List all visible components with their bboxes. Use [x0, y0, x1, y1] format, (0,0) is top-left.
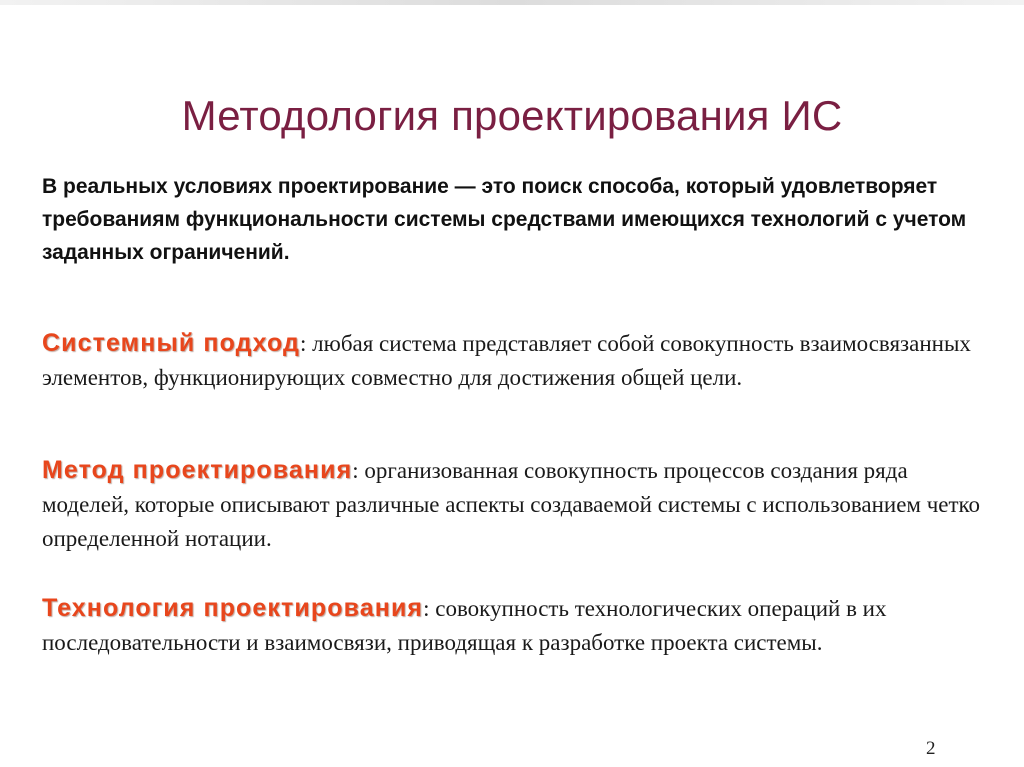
definition-term: Системный подход: [42, 329, 301, 357]
definition-design-technology: [42, 591, 992, 660]
intro-paragraph: В реальных условиях проектирование — это поиск способа, который удовлетворяет требованиям функциональности системы средствами имеющихся технологий с учетом заданных ограничений.: [42, 175, 967, 264]
definition-text: : организованная совокупность процессов создания ряда моделей, которые описывают различные аспекты создаваемой системы с использованием четко определенной нотации.: [42, 458, 981, 551]
page-number: 2: [926, 738, 936, 759]
slide-top-border: [0, 0, 1024, 5]
definition-design-method: [42, 453, 992, 556]
definition-term: Метод проектирования: [42, 456, 353, 484]
definition-term: Технология проектирования: [42, 594, 424, 622]
definition-text: : совокупность технологических операций в их последовательности и взаимосвязи, приводящая к разработке проекта системы.: [42, 596, 887, 655]
definition-systems-approach: [42, 326, 992, 395]
slide-title: Методология проектирования ИС: [181, 92, 843, 139]
definition-text: : любая система представляет собой совокупность взаимосвязанных элементов, функционирующих совместно для достижения общей цели.: [42, 331, 971, 390]
